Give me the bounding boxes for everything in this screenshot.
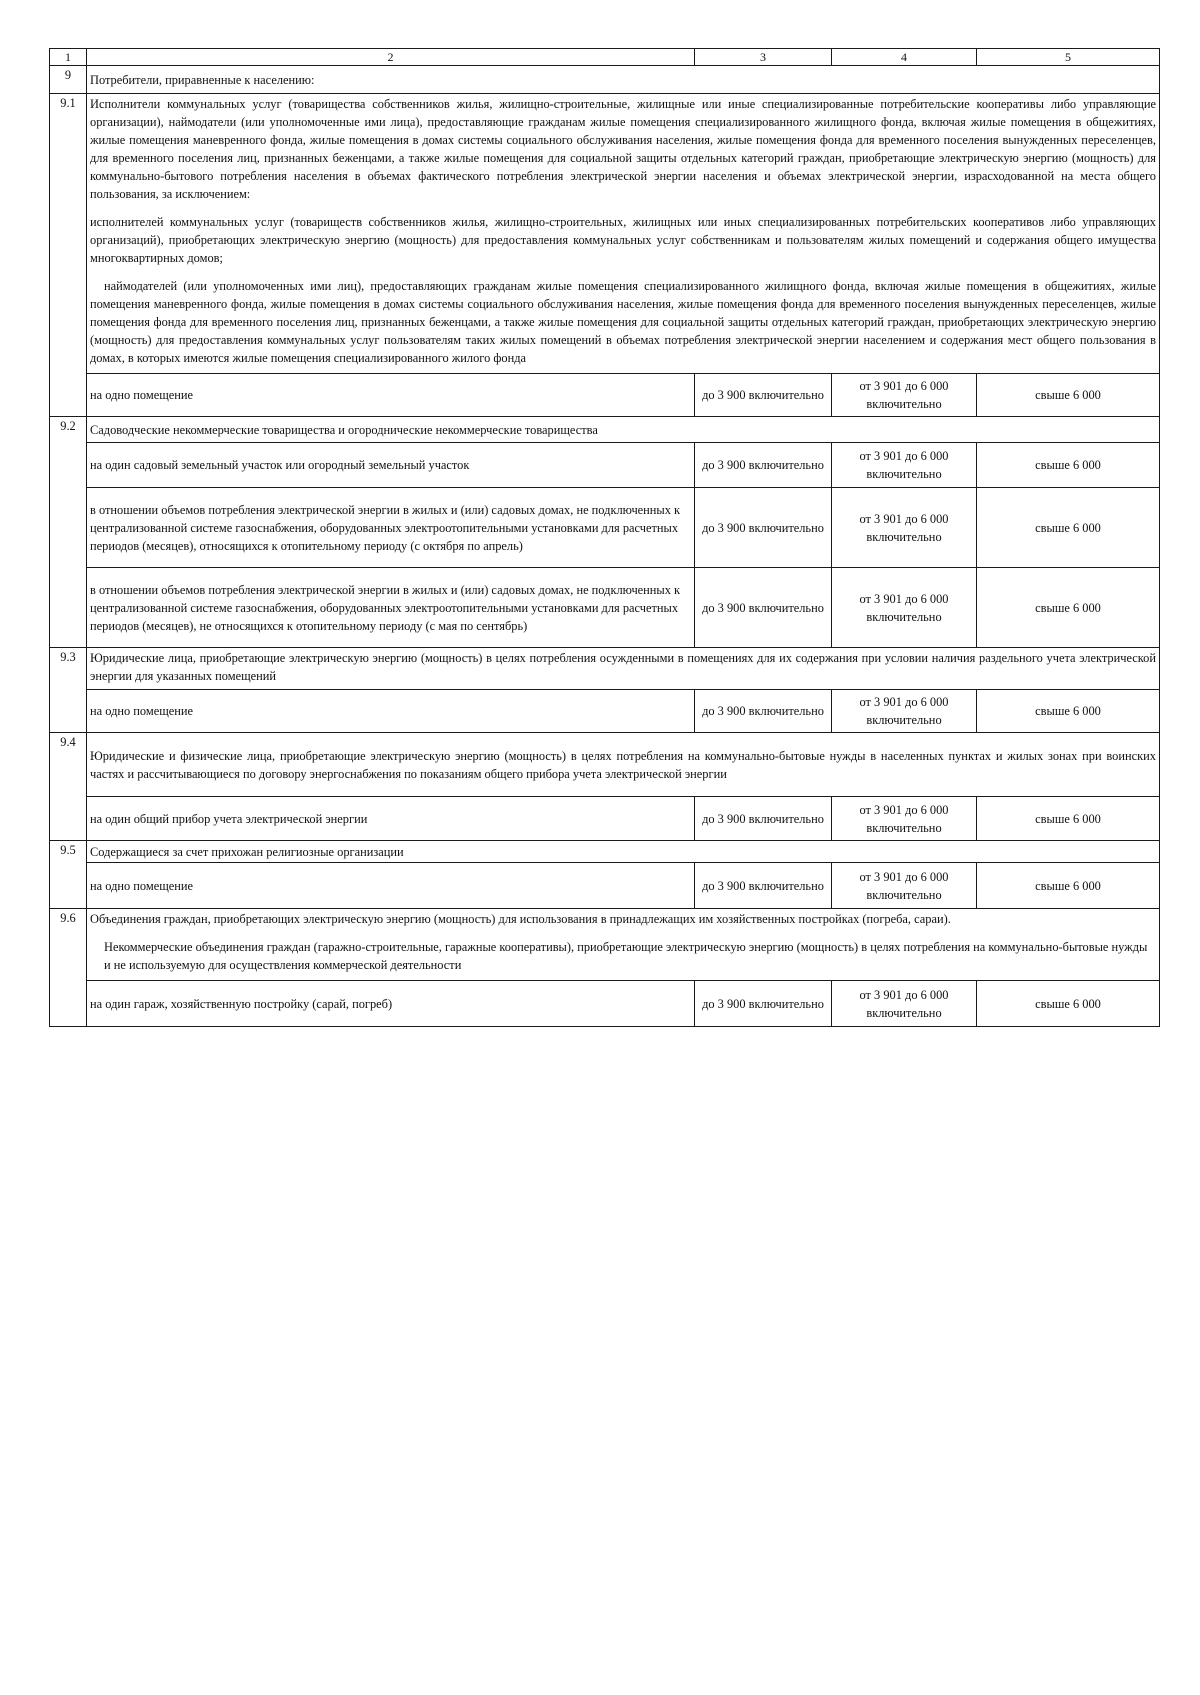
row-label: на один садовый земельный участок или огородный земельный участок [87,443,695,488]
value-col-4: от 3 901 до 6 000 включительно [832,568,977,648]
row-label: на один гараж, хозяйственную постройку (сарай, погреб) [87,981,695,1027]
table-row [50,690,1160,733]
value-col-3: до 3 900 включительно [695,981,832,1027]
table-row [50,374,1160,417]
value-col-4: от 3 901 до 6 000 включительно [832,981,977,1027]
section-number: 9.2 [50,417,87,648]
section-9-row [50,66,1160,94]
value-col-3: до 3 900 включительно [695,568,832,648]
tariff-table [49,48,1160,1027]
value-col-4: от 3 901 до 6 000 включительно [832,374,977,417]
table-row [50,488,1160,568]
section-9-6-row [50,909,1160,981]
value-col-4: от 3 901 до 6 000 включительно [832,488,977,568]
section-9-1-row [50,94,1160,374]
value-col-3: до 3 900 включительно [695,374,832,417]
table-row [50,981,1160,1027]
value-col-5: свыше 6 000 [977,374,1160,417]
section-title: Содержащиеся за счет прихожан религиозные организации [87,841,1160,863]
value-col-4: от 3 901 до 6 000 включительно [832,797,977,841]
value-col-5: свыше 6 000 [977,690,1160,733]
table-row [50,863,1160,909]
value-col-5: свыше 6 000 [977,568,1160,648]
table-row [50,797,1160,841]
row-label: на одно помещение [87,374,695,417]
row-label: на один общий прибор учета электрической энергии [87,797,695,841]
paragraph: Исполнители коммунальных услуг (товарищества собственников жилья, жилищно-строительные, жилищные или иные специализированные потребительские кооперативы либо управляющие организации), наймодатели (или уполномоченные ими лица), предоставляющие гражданам жилые помещения специализированного жилищного фонда, включая жилые помещения в общежитиях, жилые помещения маневренного фонда, жилые помещения в домах системы социального обслуживания населения, жилые помещения фонда для временного поселения вынужденных переселенцев, для временного поселения лиц, признанных беженцами, а также жилые помещения для социальной защиты отдельных категорий граждан, приобретающие электрическую энергию (мощность) для коммунально-бытового потребления населения в объемах фактического потребления электрической энергии населения и объемах электрической энергии, израсходованной на места общего пользования, за исключением: [90,97,1156,201]
value-col-5: свыше 6 000 [977,443,1160,488]
value-col-5: свыше 6 000 [977,488,1160,568]
section-number: 9.4 [50,733,87,841]
section-number: 9.3 [50,648,87,733]
table-header-row [50,49,1160,66]
paragraph: Некоммерческие объединения граждан (гаражно-строительные, гаражные кооперативы), приобретающие электрическую энергию (мощность) в целях потребления на коммунально-бытовые нужды и не используемую для осуществления коммерческой деятельности [104,940,1148,972]
section-description [87,94,1160,374]
value-col-3: до 3 900 включительно [695,443,832,488]
value-col-4: от 3 901 до 6 000 включительно [832,690,977,733]
header-col-4: 4 [832,49,977,66]
value-col-5: свыше 6 000 [977,981,1160,1027]
value-col-5: свыше 6 000 [977,863,1160,909]
section-number: 9 [50,66,87,94]
table-row [50,568,1160,648]
section-title: Юридические лица, приобретающие электрическую энергию (мощность) в целях потребления осужденными в помещениях для их содержания при условии наличия раздельного учета электрической энергии для указанных помещений [87,648,1160,690]
row-label: на одно помещение [87,690,695,733]
section-title: Потребители, приравненные к населению: [87,66,1160,94]
section-number: 9.6 [50,909,87,1027]
header-col-2: 2 [87,49,695,66]
section-9-5-row [50,841,1160,863]
value-col-3: до 3 900 включительно [695,797,832,841]
paragraph: наймодателей (или уполномоченных ими лиц), предоставляющих гражданам жилые помещения специализированного жилищного фонда, включая жилые помещения в общежитиях, жилые помещения маневренного фонда, жилые помещения в домах системы социального обслуживания населения, жилые помещения фонда для временного поселения вынужденных переселенцев, жилые помещения фонда для временного поселения лиц, признанных беженцами, а также жилые помещения для социальной защиты отдельных категорий граждан, приобретающих электрическую энергию (мощность) для предоставления коммунальных услуг пользователям таких жилых помещений в объемах потребления электрической энергии населением и содержания мест общего пользования в домах, в которых имеются жилые помещения специализированного жилого фонда [90,279,1156,365]
value-col-3: до 3 900 включительно [695,863,832,909]
row-label: в отношении объемов потребления электрической энергии в жилых и (или) садовых домах, не подключенных к централизованной системе газоснабжения, оборудованных электроотопительными установками для расчетных периодов (месяцев), относящихся к отопительному периоду (с октября по апрель) [87,488,695,568]
header-col-1: 1 [50,49,87,66]
row-label: на одно помещение [87,863,695,909]
header-col-5: 5 [977,49,1160,66]
paragraph: Объединения граждан, приобретающих электрическую энергию (мощность) для использования в принадлежащих им хозяйственных постройках (погреба, сараи). [90,912,951,926]
value-col-5: свыше 6 000 [977,797,1160,841]
section-9-2-row [50,417,1160,443]
section-9-3-row [50,648,1160,690]
row-label: в отношении объемов потребления электрической энергии в жилых и (или) садовых домах, не подключенных к централизованной системе газоснабжения, оборудованных электроотопительными установками для расчетных периодов (месяцев), не относящихся к отопительному периоду (с мая по сентябрь) [87,568,695,648]
value-col-4: от 3 901 до 6 000 включительно [832,863,977,909]
section-title: Юридические и физические лица, приобретающие электрическую энергию (мощность) в целях потребления на коммунально-бытовые нужды в населенных пунктах и жилых зонах при воинских частях и рассчитывающиеся по договору энергоснабжения по показаниям общего прибора учета электрической энергии [87,733,1160,797]
value-col-3: до 3 900 включительно [695,488,832,568]
value-col-4: от 3 901 до 6 000 включительно [832,443,977,488]
section-number: 9.1 [50,94,87,417]
section-title: Садоводческие некоммерческие товарищества и огороднические некоммерческие товарищества [87,417,1160,443]
paragraph: исполнителей коммунальных услуг (товариществ собственников жилья, жилищно-строительных, жилищных или иных специализированных потребительских кооперативов либо управляющих организаций), приобретающих электрическую энергию (мощность) для предоставления коммунальных услуг собственникам и пользователям жилых помещений и содержания общего имущества многоквартирных домов; [90,215,1156,265]
value-col-3: до 3 900 включительно [695,690,832,733]
tariff-table-page [49,48,1159,1027]
table-row [50,443,1160,488]
section-number: 9.5 [50,841,87,909]
section-9-4-row [50,733,1160,797]
header-col-3: 3 [695,49,832,66]
section-description [87,909,1160,981]
